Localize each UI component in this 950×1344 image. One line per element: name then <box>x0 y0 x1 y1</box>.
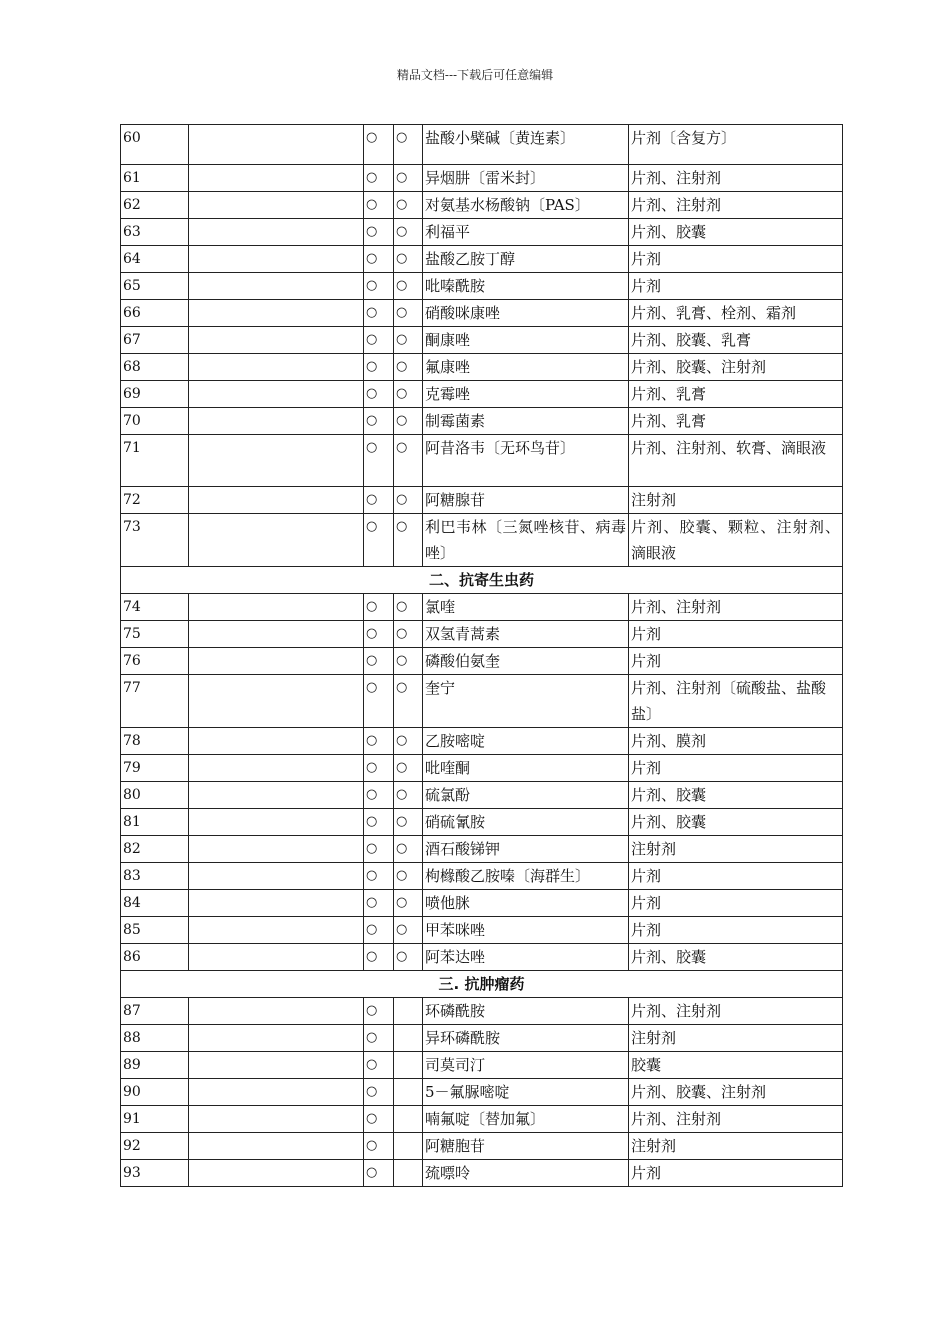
drug-name: 司莫司汀 <box>423 1052 629 1079</box>
mark-cell-2: ○ <box>394 192 423 219</box>
table-row <box>121 300 843 327</box>
table-row <box>121 863 843 890</box>
drug-name: 阿苯达唑 <box>423 944 629 971</box>
blank-cell <box>189 246 364 273</box>
mark-cell-2: ○ <box>394 863 423 890</box>
table-row <box>121 836 843 863</box>
mark-cell-1: ○ <box>364 998 394 1025</box>
table-row <box>121 381 843 408</box>
drug-name: 硝硫氰胺 <box>423 809 629 836</box>
row-number: 62 <box>121 192 189 219</box>
row-number: 89 <box>121 1052 189 1079</box>
dosage-form: 注射剂 <box>629 836 843 863</box>
row-number: 60 <box>121 125 189 165</box>
mark-cell-1: ○ <box>364 1025 394 1052</box>
row-number: 91 <box>121 1106 189 1133</box>
row-number: 78 <box>121 728 189 755</box>
drug-name: 吡喹酮 <box>423 755 629 782</box>
drug-name: 磷酸伯氨奎 <box>423 648 629 675</box>
drug-name: 酮康唑 <box>423 327 629 354</box>
blank-cell <box>189 327 364 354</box>
table-row <box>121 675 843 728</box>
drug-name: 乙胺嘧啶 <box>423 728 629 755</box>
mark-cell-1: ○ <box>364 890 394 917</box>
table-row <box>121 890 843 917</box>
mark-cell-2 <box>394 1160 423 1187</box>
table-row <box>121 514 843 567</box>
mark-cell-2: ○ <box>394 728 423 755</box>
row-number: 70 <box>121 408 189 435</box>
blank-cell <box>189 998 364 1025</box>
mark-cell-2: ○ <box>394 890 423 917</box>
table-row <box>121 1025 843 1052</box>
table-row <box>121 917 843 944</box>
dosage-form: 片剂、胶囊、注射剂 <box>629 354 843 381</box>
table-row <box>121 648 843 675</box>
drug-name: 阿昔洛韦〔无环鸟苷〕 <box>423 435 629 487</box>
mark-cell-1: ○ <box>364 435 394 487</box>
mark-cell-1: ○ <box>364 246 394 273</box>
mark-cell-1: ○ <box>364 1133 394 1160</box>
mark-cell-1: ○ <box>364 219 394 246</box>
mark-cell-2: ○ <box>394 836 423 863</box>
drug-name: 喷他脒 <box>423 890 629 917</box>
mark-cell-1: ○ <box>364 782 394 809</box>
drug-name: 硝酸咪康唑 <box>423 300 629 327</box>
table-row <box>121 246 843 273</box>
table-row <box>121 125 843 165</box>
mark-cell-2: ○ <box>394 219 423 246</box>
dosage-form: 片剂 <box>629 621 843 648</box>
drug-name: 氯喹 <box>423 594 629 621</box>
mark-cell-2: ○ <box>394 435 423 487</box>
drug-name: 阿糖胞苷 <box>423 1133 629 1160</box>
dosage-form: 片剂、乳膏、栓剂、霜剂 <box>629 300 843 327</box>
mark-cell-2: ○ <box>394 408 423 435</box>
table-row <box>121 1160 843 1187</box>
blank-cell <box>189 125 364 165</box>
table-row <box>121 782 843 809</box>
mark-cell-2 <box>394 1079 423 1106</box>
table-row <box>121 273 843 300</box>
blank-cell <box>189 408 364 435</box>
blank-cell <box>189 648 364 675</box>
drug-name: 环磷酰胺 <box>423 998 629 1025</box>
row-number: 93 <box>121 1160 189 1187</box>
mark-cell-2: ○ <box>394 675 423 728</box>
blank-cell <box>189 1160 364 1187</box>
row-number: 85 <box>121 917 189 944</box>
table-row <box>121 1052 843 1079</box>
blank-cell <box>189 594 364 621</box>
drug-name: 异环磷酰胺 <box>423 1025 629 1052</box>
drug-name: 对氨基水杨酸钠〔PAS〕 <box>423 192 629 219</box>
dosage-form: 胶囊 <box>629 1052 843 1079</box>
mark-cell-1: ○ <box>364 1106 394 1133</box>
dosage-form: 片剂〔含复方〕 <box>629 125 843 165</box>
blank-cell <box>189 890 364 917</box>
row-number: 64 <box>121 246 189 273</box>
drug-name: 双氢青蒿素 <box>423 621 629 648</box>
drug-name: 利巴韦林〔三氮唑核苷、病毒唑〕 <box>423 514 629 567</box>
mark-cell-1: ○ <box>364 863 394 890</box>
table-row <box>121 1106 843 1133</box>
row-number: 92 <box>121 1133 189 1160</box>
mark-cell-1: ○ <box>364 300 394 327</box>
table-row <box>121 728 843 755</box>
drug-name: 盐酸乙胺丁醇 <box>423 246 629 273</box>
mark-cell-2 <box>394 1106 423 1133</box>
row-number: 90 <box>121 1079 189 1106</box>
blank-cell <box>189 354 364 381</box>
row-number: 73 <box>121 514 189 567</box>
dosage-form: 片剂、注射剂 <box>629 1106 843 1133</box>
dosage-form: 片剂 <box>629 648 843 675</box>
table-row <box>121 809 843 836</box>
mark-cell-1: ○ <box>364 728 394 755</box>
row-number: 71 <box>121 435 189 487</box>
dosage-form: 片剂、注射剂 <box>629 192 843 219</box>
dosage-form: 片剂、胶囊 <box>629 809 843 836</box>
dosage-form: 片剂、注射剂 <box>629 165 843 192</box>
drug-name: 酒石酸锑钾 <box>423 836 629 863</box>
table-row <box>121 755 843 782</box>
dosage-form: 注射剂 <box>629 1025 843 1052</box>
row-number: 61 <box>121 165 189 192</box>
table-row <box>121 944 843 971</box>
drug-name: 阿糖腺苷 <box>423 487 629 514</box>
drug-name: 喃氟啶〔替加氟〕 <box>423 1106 629 1133</box>
mark-cell-2: ○ <box>394 514 423 567</box>
blank-cell <box>189 1052 364 1079</box>
dosage-form: 片剂、注射剂 <box>629 998 843 1025</box>
blank-cell <box>189 863 364 890</box>
mark-cell-2: ○ <box>394 755 423 782</box>
mark-cell-1: ○ <box>364 1052 394 1079</box>
drug-name: 吡嗪酰胺 <box>423 273 629 300</box>
blank-cell <box>189 514 364 567</box>
blank-cell <box>189 1106 364 1133</box>
table-row <box>121 327 843 354</box>
row-number: 66 <box>121 300 189 327</box>
mark-cell-2: ○ <box>394 594 423 621</box>
dosage-form: 片剂、膜剂 <box>629 728 843 755</box>
mark-cell-2: ○ <box>394 809 423 836</box>
mark-cell-1: ○ <box>364 944 394 971</box>
blank-cell <box>189 1025 364 1052</box>
dosage-form: 注射剂 <box>629 1133 843 1160</box>
mark-cell-2: ○ <box>394 327 423 354</box>
mark-cell-1: ○ <box>364 125 394 165</box>
drug-name: 制霉菌素 <box>423 408 629 435</box>
mark-cell-1: ○ <box>364 192 394 219</box>
dosage-form: 片剂 <box>629 863 843 890</box>
dosage-form: 片剂 <box>629 890 843 917</box>
section-header-row <box>121 971 843 998</box>
mark-cell-2: ○ <box>394 165 423 192</box>
row-number: 75 <box>121 621 189 648</box>
mark-cell-1: ○ <box>364 675 394 728</box>
dosage-form: 片剂、注射剂 <box>629 594 843 621</box>
table-row <box>121 192 843 219</box>
row-number: 88 <box>121 1025 189 1052</box>
mark-cell-1: ○ <box>364 514 394 567</box>
table-row <box>121 219 843 246</box>
blank-cell <box>189 809 364 836</box>
table-row <box>121 435 843 487</box>
mark-cell-2 <box>394 998 423 1025</box>
table-row <box>121 487 843 514</box>
dosage-form: 片剂 <box>629 273 843 300</box>
row-number: 81 <box>121 809 189 836</box>
table-row <box>121 1079 843 1106</box>
mark-cell-1: ○ <box>364 809 394 836</box>
drug-name: 氟康唑 <box>423 354 629 381</box>
dosage-form: 片剂、乳膏 <box>629 408 843 435</box>
mark-cell-2: ○ <box>394 487 423 514</box>
mark-cell-1: ○ <box>364 917 394 944</box>
mark-cell-1: ○ <box>364 1079 394 1106</box>
dosage-form: 片剂、注射剂、软膏、滴眼液 <box>629 435 843 487</box>
table-row <box>121 408 843 435</box>
table-row <box>121 1133 843 1160</box>
section-title: 三. 抗肿瘤药 <box>121 971 843 998</box>
page-header: 精品文档---下载后可任意编辑 <box>396 68 554 82</box>
dosage-form: 注射剂 <box>629 487 843 514</box>
mark-cell-2: ○ <box>394 944 423 971</box>
blank-cell <box>189 487 364 514</box>
blank-cell <box>189 621 364 648</box>
dosage-form: 片剂、乳膏 <box>629 381 843 408</box>
mark-cell-2: ○ <box>394 273 423 300</box>
dosage-form: 片剂、注射剂〔硫酸盐、盐酸盐〕 <box>629 675 843 728</box>
blank-cell <box>189 944 364 971</box>
drug-name: 巯嘌呤 <box>423 1160 629 1187</box>
mark-cell-1: ○ <box>364 487 394 514</box>
row-number: 86 <box>121 944 189 971</box>
table-row <box>121 594 843 621</box>
table-row <box>121 354 843 381</box>
dosage-form: 片剂、胶囊 <box>629 219 843 246</box>
mark-cell-2: ○ <box>394 621 423 648</box>
blank-cell <box>189 192 364 219</box>
row-number: 80 <box>121 782 189 809</box>
dosage-form: 片剂、胶囊 <box>629 944 843 971</box>
mark-cell-1: ○ <box>364 408 394 435</box>
blank-cell <box>189 728 364 755</box>
drug-name: 奎宁 <box>423 675 629 728</box>
drug-name: 克霉唑 <box>423 381 629 408</box>
mark-cell-1: ○ <box>364 354 394 381</box>
drug-name: 利福平 <box>423 219 629 246</box>
row-number: 77 <box>121 675 189 728</box>
blank-cell <box>189 300 364 327</box>
mark-cell-1: ○ <box>364 273 394 300</box>
row-number: 67 <box>121 327 189 354</box>
dosage-form: 片剂、胶囊 <box>629 782 843 809</box>
row-number: 83 <box>121 863 189 890</box>
row-number: 87 <box>121 998 189 1025</box>
row-number: 82 <box>121 836 189 863</box>
blank-cell <box>189 273 364 300</box>
row-number: 65 <box>121 273 189 300</box>
row-number: 68 <box>121 354 189 381</box>
row-number: 79 <box>121 755 189 782</box>
table-row <box>121 165 843 192</box>
mark-cell-1: ○ <box>364 165 394 192</box>
blank-cell <box>189 381 364 408</box>
mark-cell-2: ○ <box>394 782 423 809</box>
drug-name: 盐酸小檗碱〔黄连素〕 <box>423 125 629 165</box>
dosage-form: 片剂、胶囊、注射剂 <box>629 1079 843 1106</box>
drug-name: 5－氟脲嘧啶 <box>423 1079 629 1106</box>
drug-table-body <box>121 125 843 1187</box>
mark-cell-2 <box>394 1133 423 1160</box>
row-number: 74 <box>121 594 189 621</box>
mark-cell-2: ○ <box>394 917 423 944</box>
drug-name: 异烟肼〔雷米封〕 <box>423 165 629 192</box>
table-row <box>121 998 843 1025</box>
mark-cell-1: ○ <box>364 755 394 782</box>
mark-cell-1: ○ <box>364 327 394 354</box>
mark-cell-2 <box>394 1052 423 1079</box>
blank-cell <box>189 165 364 192</box>
row-number: 63 <box>121 219 189 246</box>
mark-cell-2: ○ <box>394 354 423 381</box>
blank-cell <box>189 1133 364 1160</box>
mark-cell-2: ○ <box>394 300 423 327</box>
dosage-form: 片剂 <box>629 246 843 273</box>
mark-cell-1: ○ <box>364 621 394 648</box>
dosage-form: 片剂、胶囊、乳膏 <box>629 327 843 354</box>
blank-cell <box>189 219 364 246</box>
row-number: 76 <box>121 648 189 675</box>
table-row <box>121 621 843 648</box>
dosage-form: 片剂、胶囊、颗粒、注射剂、滴眼液 <box>629 514 843 567</box>
blank-cell <box>189 755 364 782</box>
blank-cell <box>189 435 364 487</box>
mark-cell-2: ○ <box>394 381 423 408</box>
mark-cell-2: ○ <box>394 246 423 273</box>
blank-cell <box>189 917 364 944</box>
mark-cell-1: ○ <box>364 836 394 863</box>
mark-cell-1: ○ <box>364 381 394 408</box>
section-title: 二、抗寄生虫药 <box>121 567 843 594</box>
blank-cell <box>189 1079 364 1106</box>
section-header-row <box>121 567 843 594</box>
row-number: 69 <box>121 381 189 408</box>
drug-name: 甲苯咪唑 <box>423 917 629 944</box>
blank-cell <box>189 782 364 809</box>
blank-cell <box>189 675 364 728</box>
blank-cell <box>189 836 364 863</box>
row-number: 84 <box>121 890 189 917</box>
mark-cell-1: ○ <box>364 1160 394 1187</box>
mark-cell-1: ○ <box>364 648 394 675</box>
dosage-form: 片剂 <box>629 1160 843 1187</box>
drug-name: 枸橼酸乙胺嗪〔海群生〕 <box>423 863 629 890</box>
dosage-form: 片剂 <box>629 755 843 782</box>
dosage-form: 片剂 <box>629 917 843 944</box>
drug-table <box>120 124 843 1187</box>
mark-cell-2: ○ <box>394 125 423 165</box>
mark-cell-1: ○ <box>364 594 394 621</box>
mark-cell-2: ○ <box>394 648 423 675</box>
mark-cell-2 <box>394 1025 423 1052</box>
drug-name: 硫氯酚 <box>423 782 629 809</box>
row-number: 72 <box>121 487 189 514</box>
